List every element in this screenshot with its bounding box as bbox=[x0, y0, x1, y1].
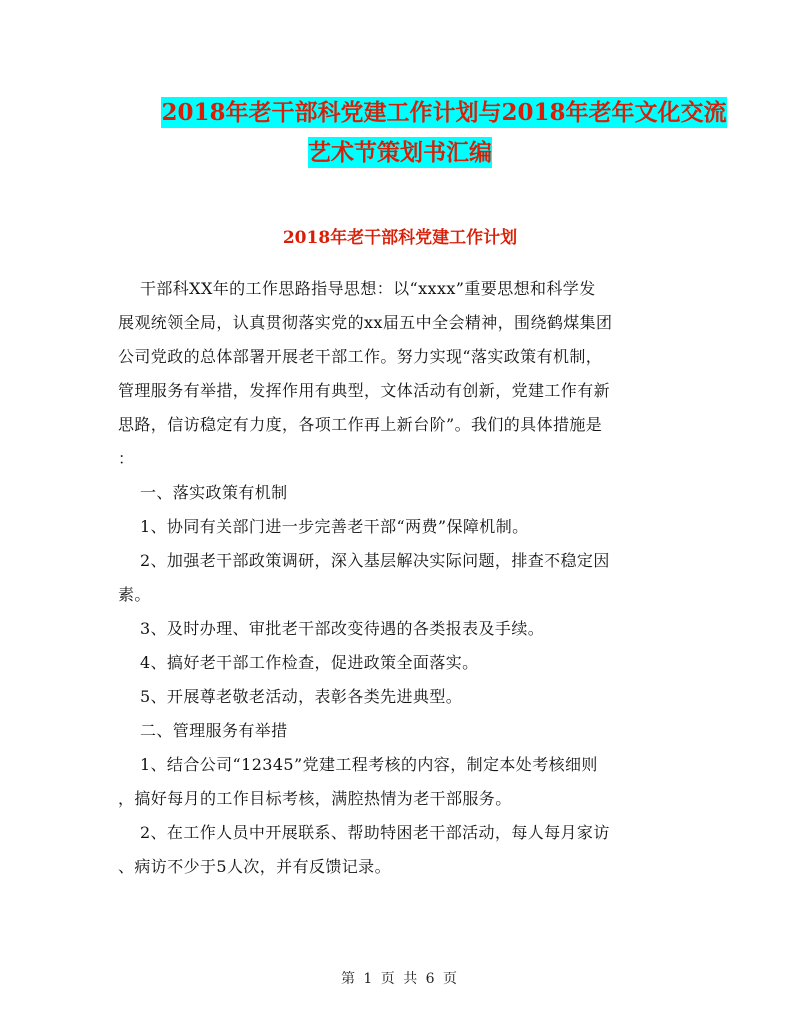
title-highlight-1: 2018年老干部科党建工作计划与2018年老年文化交流 bbox=[161, 99, 727, 126]
paragraph-item-2-1: 1、结合公司“12345”党建工程考核的内容，制定本处考核细则 ，搞好每月的工作目标考核，满腔热情为老干部服务。 bbox=[118, 755, 598, 808]
paragraph-intro: 干部科XX年的工作思路指导思想：以“xxxx”重要思想和科学发 展观统领全局，认真贯彻落实党的xx届五中全会精神，围绕鹤煤集团 公司党政的总体部署开展老干部工作。努力实现“落实政策有机制， 管理服务有举措，发挥作用有典型，文体活动有创新，党建工作有新 思路，信访稳定有力度，各项工作再上新台阶”。我们的具体措施是 ： bbox=[118, 279, 613, 468]
section-heading: 2018年老干部科党建工作计划 bbox=[282, 228, 518, 248]
paragraph-item-2-2: 2、在工作人员中开展联系、帮助特困老干部活动，每人每月家访 、病访不少于5人次，并有反馈记录。 bbox=[118, 823, 610, 876]
paragraph-item-1-3: 3、及时办理、审批老干部改变待遇的各类报表及手续。 bbox=[118, 619, 545, 638]
paragraph-heading-2: 二、管理服务有举措 bbox=[118, 721, 288, 740]
title-highlight-2: 艺术节策划书汇编 bbox=[308, 139, 492, 166]
document-title-line-2 bbox=[0, 136, 800, 170]
page-footer: 第 1 页 共 6 页 bbox=[340, 971, 460, 987]
document-title-line-1 bbox=[44, 96, 800, 130]
paragraph-item-1-5: 5、开展尊老敬老活动，表彰各类先进典型。 bbox=[118, 687, 463, 706]
body-text bbox=[118, 272, 678, 884]
paragraph-heading-1: 一、落实政策有机制 bbox=[118, 483, 288, 502]
paragraph-item-1-1: 1、协同有关部门进一步完善老干部“两费”保障机制。 bbox=[118, 517, 529, 536]
paragraph-item-1-4: 4、搞好老干部工作检查，促进政策全面落实。 bbox=[118, 653, 479, 672]
paragraph-item-1-2: 2、加强老干部政策调研，深入基层解决实际问题，排查不稳定因 素。 bbox=[118, 551, 610, 604]
